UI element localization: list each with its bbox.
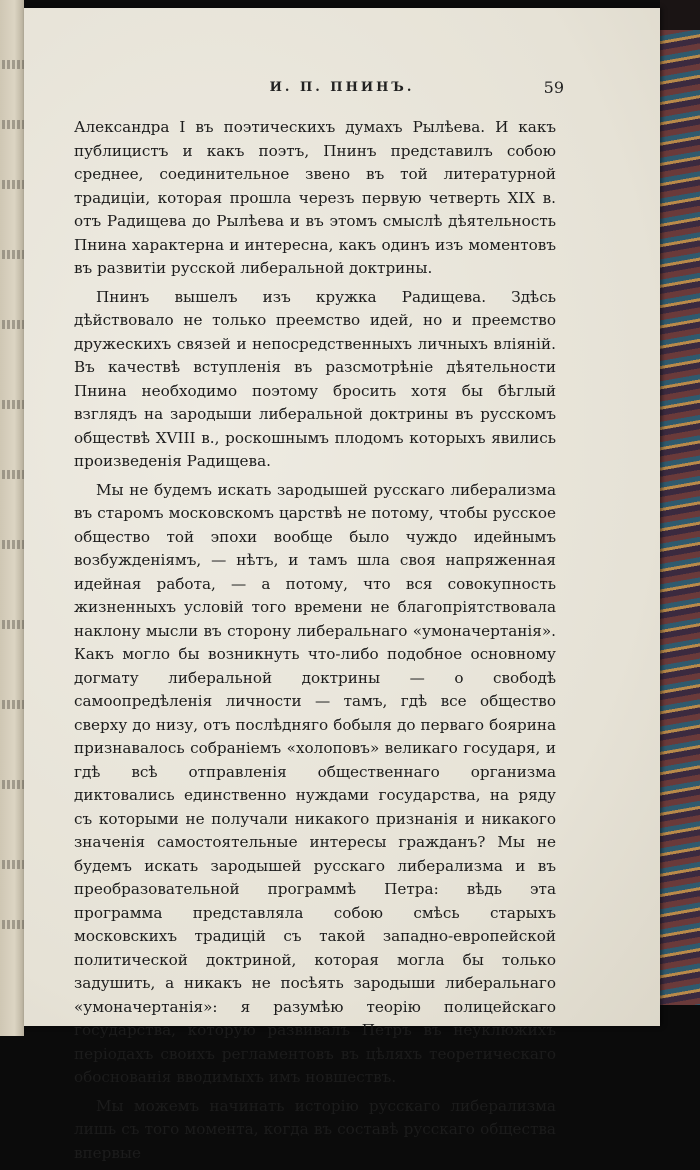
paragraph: Мы можемъ начинать исторію русскаго либерализма лишь съ того момента, когда въ составѣ русскаго общества впервые <box>74 1096 556 1162</box>
page-number: 59 <box>543 78 564 97</box>
paragraph: Александра I въ поэтическихъ думахъ Рылѣева. И какъ публицистъ и какъ поэтъ, Пнинъ представилъ собою среднее, соединительное звено въ той литературной традиціи, которая прошла черезъ первую четверть XIX в. отъ Радищева до Рылѣева и въ этомъ смыслѣ дѣятельность Пнина характерна и интересна, какъ одинъ изъ моментовъ въ развитіи русской либеральной доктрины. <box>74 118 556 277</box>
running-head-title: И. П. ПНИНЪ. <box>269 80 415 95</box>
adjacent-page-edge <box>0 0 24 1036</box>
book-page <box>24 8 660 1162</box>
paragraph: Мы не будемъ искать зародышей русскаго либерализма въ старомъ московскомъ царствѣ не потому, чтобы русское общество той эпохи вообще было чуждо идейнымъ возбужденіямъ, — нѣтъ, и тамъ шла своя напряженная идейная работа, — а потому, что вся совокупность жизненныхъ условій того времени не благопріятствовала наклону мысли въ сторону либеральнаго «умоначертанія». Какъ могло бы возникнуть что-либо подобное основному догмату либеральной доктрины — о свободѣ самоопредѣленія личности — тамъ, гдѣ все общество сверху до низу, отъ послѣдняго бобыля до перваго боярина признавалось собраніемъ «холоповъ» великаго государя, и гдѣ всѣ отправленія общественнаго организма диктовались единственно нуждами государства, на ряду съ которыми не получали никакого признанія и никакого значенія самостоятельные интересы гражданъ? Мы не будемъ искать зародышей русскаго либерализма и въ преобразовательной программѣ Петра: вѣдь эта программа представляла собою смѣсь старыхъ московскихъ традицій съ такой западно-европейской политической доктриной, которая могла бы только задушить, а никакъ не посѣять зародыши либеральнаго «умоначертанія»: я разумѣю теорію полицейскаго государства, которую развивалъ Петръ въ неуклюжихъ періодахъ своихъ регламентовъ въ цѣляхъ теоретическаго обоснованія вводимыхъ имъ новшествъ. <box>74 480 556 1086</box>
marbled-book-edge <box>658 30 700 1005</box>
paragraph: Пнинъ вышелъ изъ кружка Радищева. Здѣсь дѣйствовало не только преемство идей, но и преемство дружескихъ связей и непосредственныхъ личныхъ вліяній. Въ качествѣ вступленія въ разсмотрѣніе дѣятельности Пнина необходимо поэтому бросить хотя бы бѣглый взглядъ на зародыши либеральной доктрины въ русскомъ обществѣ XVIII в., роскошнымъ плодомъ которыхъ явились произведенія Радищева. <box>74 287 556 470</box>
body-text <box>74 116 556 1170</box>
running-head <box>24 80 660 102</box>
